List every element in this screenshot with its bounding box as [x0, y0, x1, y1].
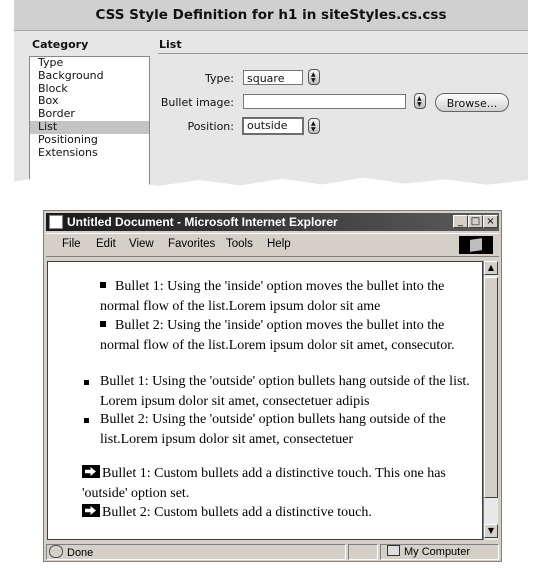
square-bullet-icon	[84, 418, 89, 423]
status-text: Done	[67, 547, 94, 559]
status-zone-text: My Computer	[404, 546, 471, 558]
menu-file[interactable]: File	[62, 238, 81, 250]
square-bullet-icon	[100, 321, 106, 327]
close-icon[interactable]: ×	[483, 215, 498, 228]
page-content	[47, 261, 483, 540]
windows-logo-icon	[459, 236, 493, 254]
arrow-bullet-icon	[82, 504, 100, 517]
panel-divider	[158, 53, 528, 54]
menu-edit[interactable]: Edit	[96, 238, 116, 250]
scroll-thumb[interactable]	[484, 277, 498, 498]
square-bullet-icon	[100, 282, 106, 288]
computer-icon	[387, 545, 400, 556]
bullet-image-field[interactable]	[243, 94, 406, 109]
category-item-box[interactable]: Box	[38, 94, 59, 108]
status-bar	[46, 543, 499, 561]
arrow-bullet-icon	[82, 465, 100, 478]
vertical-scrollbar[interactable]	[483, 261, 498, 540]
css-style-dialog	[14, 0, 528, 190]
scroll-down-icon[interactable]: ▼	[484, 524, 498, 538]
list-item-custom-1	[82, 464, 472, 503]
menu-help[interactable]: Help	[267, 238, 291, 250]
type-label: Type:	[205, 72, 234, 85]
dialog-title: CSS Style Definition for h1 in siteStyles.cs.css	[14, 0, 528, 31]
status-zone	[380, 544, 499, 560]
position-stepper[interactable]: ▲ ▼	[308, 118, 320, 134]
panel-heading: List	[159, 38, 182, 51]
list-item-text: Bullet 1: Using the 'inside' option moves the bullet into the normal flow of the list.Lorem ipsum dolor sit ame	[100, 279, 445, 314]
page-done-icon	[49, 545, 63, 558]
list-item-outside-2: Bullet 2: Using the 'outside' option bullets hang outside of the list.Lorem ipsum dolor sit amet, consectetuer	[100, 412, 446, 447]
list-item-text: Bullet 2: Custom bullets add a distinctive touch.	[102, 505, 372, 520]
list-item-inside-1	[100, 277, 480, 316]
list-item-text: Bullet 1: Custom bullets add a distinctive touch. This one has 'outside' option set.	[82, 466, 446, 501]
menu-view[interactable]: View	[129, 238, 154, 250]
category-item-border[interactable]: Border	[38, 107, 75, 121]
category-item-block[interactable]: Block	[38, 81, 68, 95]
menu-bar	[46, 233, 499, 257]
browser-title: Untitled Document - Microsoft Internet Explorer	[67, 215, 338, 229]
browser-window	[43, 210, 502, 562]
type-stepper[interactable]: ▲ ▼	[308, 69, 320, 85]
scroll-up-icon[interactable]: ▲	[484, 261, 498, 275]
category-heading: Category	[32, 38, 89, 51]
document-icon	[49, 215, 63, 229]
list-item-custom-2	[82, 503, 472, 523]
position-label: Position:	[187, 120, 234, 133]
category-list[interactable]	[29, 56, 150, 190]
status-cell-empty	[348, 544, 378, 560]
bullet-image-label: Bullet image:	[160, 96, 234, 109]
category-item-list[interactable]: List	[30, 121, 149, 134]
status-main	[46, 544, 346, 560]
list-item-outside-1: Bullet 1: Using the 'outside' option bullets hang outside of the list. Lorem ipsum dolor sit amet, consectetuer adipis	[100, 374, 470, 409]
category-item-background[interactable]: Background	[38, 68, 104, 82]
maximize-icon[interactable]: □	[468, 215, 483, 228]
category-item-extensions[interactable]: Extensions	[38, 145, 98, 159]
menu-tools[interactable]: Tools	[226, 238, 253, 250]
minimize-icon[interactable]: _	[453, 215, 468, 228]
bullet-image-stepper[interactable]: ▲ ▼	[414, 93, 426, 109]
list-item-inside-2	[100, 316, 480, 355]
list-item-text: Bullet 2: Using the 'inside' option moves the bullet into the normal flow of the list.Lorem ipsum dolor sit amet, consecutor.	[100, 318, 455, 353]
category-item-type[interactable]: Type	[38, 56, 64, 69]
menu-favorites[interactable]: Favorites	[168, 238, 216, 250]
browser-titlebar	[46, 213, 499, 231]
category-item-positioning[interactable]: Positioning	[38, 132, 98, 146]
square-bullet-icon	[84, 380, 89, 385]
position-select[interactable]: outside	[242, 117, 304, 135]
type-select[interactable]: square	[243, 70, 303, 85]
browse-button[interactable]: Browse...	[435, 93, 509, 112]
